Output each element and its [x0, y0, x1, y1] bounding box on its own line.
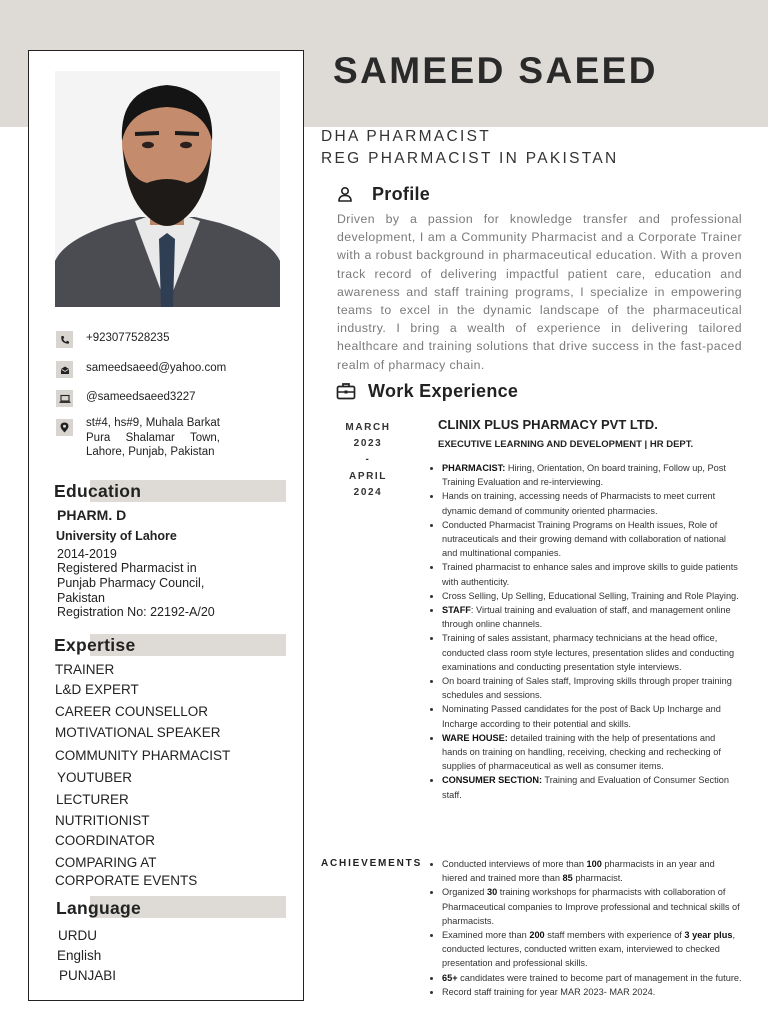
date-separator: - [365, 454, 371, 466]
duty-text: Conducted Pharmacist Training Programs on Health issues, Role of nutraceuticals and their growing demand with collaboration of national and multinational companies. [442, 519, 726, 559]
achievements-list [430, 857, 742, 999]
contact-email [56, 361, 226, 378]
achievement-text: candidates were trained to become part of management in the future. [457, 972, 742, 983]
achievement-item [442, 885, 742, 928]
employment-dates [334, 420, 402, 501]
expertise-item: TRAINER [55, 662, 115, 677]
email-address[interactable]: sameedsaeed@yahoo.com [86, 362, 227, 374]
achievements-label: ACHIEVEMENTS [321, 858, 423, 869]
profile-heading: Profile [372, 184, 431, 204]
achievement-item [442, 857, 742, 885]
education-years: 2014-2019 [57, 547, 117, 561]
expertise-item: LECTURER [56, 792, 129, 807]
social-handle[interactable]: @sameedsaeed3227 [86, 391, 196, 403]
job-title-line-1: DHA PHARMACIST [321, 128, 491, 145]
company-name: CLINIX PLUS PHARMACY PVT LTD. [438, 417, 658, 432]
achievement-text: Organized [442, 887, 487, 898]
achievement-item [442, 928, 742, 971]
expertise-item: CORPORATE EVENTS [55, 873, 198, 888]
duty-category: WARE HOUSE: [442, 732, 508, 743]
work-duties-list [430, 461, 742, 802]
laptop-icon [56, 390, 73, 407]
job-role: EXECUTIVE LEARNING AND DEVELOPMENT | HR DEPT. [438, 439, 694, 450]
duty-text: Training of sales assistant, pharmacy technicians at the head office, conducted class room style lectures, presentation slides and conducting examinations and conducting presentation style interviews. [442, 633, 735, 672]
achievement-highlight: 65+ [442, 972, 458, 983]
contact-address [56, 416, 220, 460]
registration-line-2: Punjab Pharmacy Council, [57, 576, 205, 590]
duty-text: Training and Evaluation of Consumer Section staff. [442, 775, 729, 800]
language-item: URDU [58, 928, 97, 943]
achievement-text: pharmacist. [572, 873, 623, 884]
job-title-line-2: REG PHARMACIST IN PAKISTAN [321, 150, 619, 167]
phone-number[interactable]: +923077528235 [86, 332, 170, 344]
work-duty-item [442, 631, 742, 674]
work-experience-heading: Work Experience [368, 381, 519, 401]
date-end-year: 2024 [353, 486, 383, 498]
duty-text: Hands on training, accessing needs of Pharmacists to meet current dynamic demand of community oriented pharmacies. [442, 491, 716, 516]
achievement-highlight: 85 [562, 873, 573, 884]
person-icon [337, 186, 353, 207]
achievement-text: Record staff training for year MAR 2023- MAR 2024. [442, 986, 656, 997]
location-pin-icon [56, 419, 73, 436]
duty-text: Cross Selling, Up Selling, Educational Selling, Training and Role Playing. [442, 590, 739, 601]
duty-text: detailed training with the help of presentations and hands on training on handling, receiving, checking and rechecking of supplies of pharmaceutical as well as consumer items. [442, 732, 721, 772]
achievement-item [442, 985, 742, 999]
expertise-item: COMMUNITY PHARMACIST [55, 748, 231, 763]
achievement-highlight: 3 year plus [684, 930, 733, 941]
contact-phone [56, 331, 169, 348]
expertise-item: COMPARING AT [55, 855, 157, 870]
date-start-month: MARCH [345, 422, 391, 433]
work-duty-item [442, 589, 742, 603]
expertise-item: YOUTUBER [57, 770, 133, 785]
work-duty-item [442, 773, 742, 801]
expertise-item: CAREER COUNSELLOR [55, 704, 209, 719]
achievement-item [442, 971, 742, 985]
achievement-highlight: 30 [486, 887, 498, 898]
duty-text: On board training of Sales staff, Improving skills through proper training schedules and sessions. [442, 676, 732, 701]
language-item: English [57, 948, 102, 963]
work-duty-item [442, 518, 742, 561]
contact-handle [56, 390, 196, 407]
expertise-heading: Expertise [54, 635, 136, 655]
phone-icon [56, 331, 73, 348]
achievement-highlight: 200 [529, 930, 545, 941]
mail-icon [56, 361, 73, 378]
profile-photo [55, 71, 280, 307]
duty-text: Hiring, Orientation, On board training, Follow up, Post Training Evaluation and re-interviewing. [442, 463, 726, 488]
date-start-year: 2023 [353, 438, 383, 450]
work-duty-item [442, 674, 742, 702]
expertise-item: COORDINATOR [55, 833, 156, 848]
achievement-text: training workshops for pharmacists with collaboration of Pharmaceutical companies to Improve professional and technical skills of pharmacists. [442, 887, 740, 926]
duty-text: Nominating Passed candidates for the post of Back Up Incharge and Incharge according to their potential and skills. [442, 704, 721, 729]
briefcase-icon [336, 382, 356, 405]
education-heading: Education [54, 481, 142, 501]
achievement-text: , conducted lectures, conducted written exam, interviewed to checked presentation and professional skills. [442, 930, 735, 969]
language-item: PUNJABI [59, 968, 117, 983]
work-duty-item [442, 461, 742, 489]
expertise-item: L&D EXPERT [55, 682, 139, 697]
language-heading: Language [56, 898, 142, 918]
expertise-item: MOTIVATIONAL SPEAKER [55, 725, 221, 740]
address-text: st#4, hs#9, Muhala Barkat Pura Shalamar Town, Lahore, Punjab, Pakistan [86, 417, 220, 458]
duty-category: CONSUMER SECTION: [442, 775, 543, 786]
duty-text: Trained pharmacist to enhance sales and improve skills to guide patients with authenticity. [442, 562, 738, 587]
achievement-highlight: 100 [586, 859, 602, 869]
achievement-text: staff members with experience of [544, 930, 685, 941]
registration-number: Registration No: 22192-A/20 [57, 605, 215, 619]
person-name: SAMEED SAEED [333, 50, 658, 91]
achievement-text: Examined more than [442, 930, 530, 941]
work-duty-item [442, 702, 742, 730]
university: University of Lahore [56, 529, 177, 543]
degree: PHARM. D [57, 507, 127, 523]
duty-category: PHARMACIST: [442, 463, 506, 473]
achievement-text: pharmacists in an year and hiered and trained more than [442, 859, 715, 884]
work-duty-item [442, 560, 742, 588]
registration-line-3: Pakistan [57, 591, 105, 605]
expertise-item: NUTRITIONIST [55, 813, 150, 828]
work-duty-item [442, 603, 742, 631]
registration-line-1: Registered Pharmacist in [57, 561, 197, 575]
duty-text: : Virtual training and evaluation of staff, and management online through online channels. [442, 605, 731, 630]
work-duty-item [442, 731, 742, 774]
work-duty-item [442, 489, 742, 517]
date-end-month: APRIL [349, 470, 387, 482]
profile-summary: Driven by a passion for knowledge transfer and professional development, I am a Community Pharmacist and a Corporate Trainer with a robust background in pharmaceutical education. With a proven track record of delivering impactful patient care, education and awareness and staff training programs, I specialize in empowering teams to excel in the dynamic landscape of the pharmaceutical industry. I bring a wealth of experience in delivering tailored healthcare and training solutions that drive success in the fast-paced realm of pharmacy chain. [337, 212, 742, 372]
duty-category: STAFF [442, 605, 471, 616]
achievement-text: Conducted interviews of more than [442, 859, 587, 869]
